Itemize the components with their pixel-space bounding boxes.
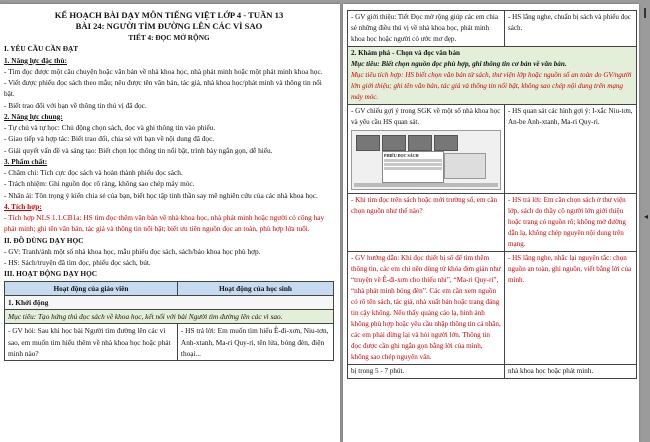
chevron-left-icon[interactable]: ◂ (643, 212, 648, 221)
table-cell-student: - HS lắng nghe, chuẩn bị sách và phiếu đọc sách. (505, 11, 637, 47)
paragraph: - Trách nhiệm: Ghi nguồn đọc rõ ràng, không sao chép máy móc. (4, 179, 195, 189)
warmup-title: 1. Khởi động (5, 295, 334, 309)
paragraph: - Chăm chỉ: Tích cực đọc sách và hoàn thành phiếu đọc sách. (4, 168, 183, 177)
heading-integration: 4. Tích hợp: (4, 201, 42, 211)
table-cell-teacher: bị trong 5 - 7 phút. (348, 365, 505, 379)
table-cell-teacher: - GV hướng dẫn: Khi đọc thiết bị số để tìm thêm thông tin, các em chỉ nên dùng từ khóa đơn giản như “truyện về Ê-đi-xơn cho thiếu nhi”, “Ma-ri Quy-ri”, “nhà phát minh bóng đèn”. Các em cần xem nguồn có rõ tên sách, tác giả, nhà xuất bản hoặc trang đáng tin cậy không. Nếu thấy quảng cáo lạ, hình ảnh không phù hợp hoặc yêu cầu nhập thông tin cá nhân, các em phải dừng lại và hỏi người lớn. Thông tin đọc được cần ghi ngắn gọn bằng lời của mình, không sao chép nguyên văn. (348, 252, 505, 365)
heading-qualities: 3. Phẩm chất: (4, 156, 48, 166)
table-cell-student: - HS lắng nghe, nhắc lại nguyên tắc: chọn nguồn an toàn, ghi nguồn, viết bằng lời của mình. (505, 252, 637, 365)
heading-general-competence: 2. Năng lực chung: (4, 111, 63, 121)
explore-section (348, 47, 637, 105)
scrollbar-thumb[interactable] (644, 8, 646, 18)
paragraph: - Viết được phiếu đọc sách theo mẫu; nêu được tên văn bản, tác giả, nhà khoa học/phát minh và thông tin nổi bật. (4, 78, 322, 99)
reading-card (382, 151, 444, 183)
cell-text: - GV chiếu gợi ý trong SGK về một số nhà khoa học và yêu cầu HS quan sát. (351, 107, 501, 126)
reading-card-line (384, 163, 442, 166)
page-right-content (347, 10, 637, 379)
paragraph: - Tự chủ và tự học: Chủ động chọn sách, đọc và ghi thông tin vào phiếu. (4, 123, 216, 132)
table-row (348, 365, 637, 379)
explore-goal: Mục tiêu: Biết chọn nguồn đọc phù hợp, ghi thông tin cơ bản về văn bản. (351, 60, 567, 68)
table-cell-teacher (348, 105, 505, 194)
table-row (5, 324, 334, 361)
explore-integration-goal: Mục tiêu tích hợp: HS biết chọn văn bản từ sách, thư viện lớp hoặc nguồn số an toàn do GV/người lớn giới thiệu; ghi tên văn bản, tác giả và thông tin nổi bật, không sao chép nội dung trên mạng máy móc. (351, 71, 632, 101)
table-cell-teacher: - GV giới thiệu: Tiết Đọc mở rộng giúp các em chia sẻ những điều thú vị về nhà khoa học, phát minh khoa học hoặc người có ước mơ đẹp. (348, 11, 505, 47)
paragraph: - Biết trao đổi với bạn về thông tin thú vị đã đọc. (4, 100, 147, 110)
table-row (348, 47, 637, 105)
integration-paragraph: - Tích hợp NLS 1.1.CB1a: HS tìm đọc thêm văn bản về nhà khoa học, nhà phát minh hoặc người có công hay phát minh; ghi tên văn bản, tác giả và thông tin nổi bật; biết ưu tiên nguồn đọc an toàn, phù hợp lứa tuổi. (4, 213, 325, 234)
section-requirements: I. YÊU CẦU CẦN ĐẠT (4, 44, 79, 54)
table-cell-student: nhà khoa học hoặc phát minh. (505, 365, 637, 379)
table-row (348, 194, 637, 252)
table-cell-student: - HS trả lời: Em muốn tìm hiểu Ê-đi-xơn, Niu-tơn, Anh-xtanh, Ma-ri Quy-ri, tên lửa, bóng đèn, điện thoại... (177, 324, 333, 361)
table-row (348, 105, 637, 194)
page-left-content (4, 10, 334, 361)
table-header-student: Hoạt động của học sinh (177, 281, 333, 295)
section-activities: III. HOẠT ĐỘNG DẠY HỌC (4, 269, 98, 279)
table-cell-student: - HS trả lời: Em cần chọn sách ở thư viện lớp, sách do thầy cô người lớn giới thiệu hoặc trang có nguồn rõ; không mở đường dẫn lạ, không chép nguyên nội dung trên mạng. (505, 194, 637, 252)
table-header-row (5, 281, 334, 295)
document-page-right (343, 4, 639, 442)
table-row (5, 295, 334, 309)
heading-specific-competence: 1. Năng lực đặc thù: (4, 55, 67, 65)
document-page-left (0, 4, 340, 442)
paragraph: - HS: Sách/truyện đã tìm đọc, phiếu đọc sách, bút. (4, 258, 151, 267)
scientist-photo-icon (408, 135, 432, 151)
table-row (348, 252, 637, 365)
reading-card-line (384, 167, 442, 170)
scientist-photo-icon (382, 135, 406, 151)
paragraph: - Tìm đọc được một câu chuyện hoặc văn bản về nhà khoa học, nhà phát minh hoặc một phát minh khoa học. (4, 66, 323, 76)
activities-table-continued (347, 10, 637, 379)
reading-card-label: PHIẾU ĐỌC SÁCH (384, 153, 419, 158)
table-row (5, 310, 334, 324)
paragraph: - Giao tiếp và hợp tác: Biết trao đổi, chia sẻ với bạn về nội dung đã đọc. (4, 134, 215, 144)
table-header-teacher: Hoạt động của giáo viên (5, 281, 178, 295)
table-cell-teacher: - GV hỏi: Sau khi học bài Người tìm đường lên các vì sao, em muốn tìm hiểu thêm về nhà khoa học hoặc phát minh nào? (5, 324, 178, 361)
paragraph: - GV: Tranh/ảnh một số nhà khoa học, mẫu phiếu đọc sách, sách/báo khoa học phù hợp. (4, 246, 261, 256)
paragraph: - Nhân ái: Tôn trọng ý kiến chia sẻ của bạn, biết học tập tinh thần say mê nghiên cứu của các nhà khoa học. (4, 190, 318, 200)
table-cell-teacher: - Khi tìm đọc trên sách hoặc mới trường số, em cần chọn nguồn như thế nào? (348, 194, 505, 252)
lesson-period: TIẾT 4: ĐỌC MỞ RỘNG (128, 33, 210, 42)
scientist-photo-icon (356, 135, 380, 151)
paragraph: - Giải quyết vấn đề và sáng tạo: Biết chọn lọc thông tin nổi bật, trình bày ngắn gọn, dễ hiểu. (4, 145, 273, 155)
activities-table (4, 281, 334, 362)
warmup-goal: Mục tiêu: Tạo hứng thú đọc sách về khoa học, kết nối với bài Người tìm đường lên các vì sao. (5, 310, 334, 324)
lesson-subtitle: BÀI 24: NGƯỜI TÌM ĐƯỜNG LÊN CÁC VÌ SAO (75, 21, 263, 31)
textbook-image (351, 130, 501, 190)
section-materials: II. ĐỒ DÙNG DẠY HỌC (4, 235, 84, 245)
document-title: KẾ HOẠCH BÀI DẠY MÔN TIẾNG VIỆT LỚP 4 - TUẦN 13 (54, 10, 284, 20)
table-row (348, 11, 637, 47)
book-illustration-icon (444, 153, 486, 179)
caption-bar (354, 183, 498, 187)
explore-title: 2. Khám phá - Chọn và đọc văn bản (351, 49, 460, 57)
scientist-photo-icon (434, 135, 458, 151)
reading-card-line (384, 159, 442, 162)
table-cell-student: - HS quan sát các hình gợi ý: I-xắc Niu-tơn, An-be Anh-xtanh, Ma-ri Quy-ri. (505, 105, 637, 194)
